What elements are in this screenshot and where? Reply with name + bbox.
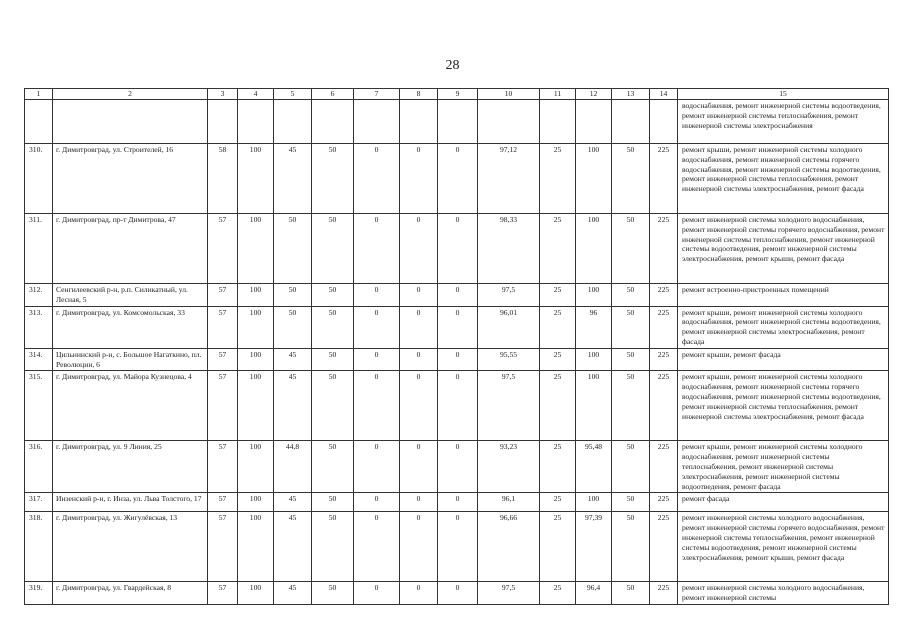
address-cell: Инзенский р-н, г. Инза, ул. Льва Толстого, 17 bbox=[53, 493, 208, 512]
value-cell: 0 bbox=[400, 214, 438, 284]
row-index-cell bbox=[25, 100, 53, 144]
value-cell: 25 bbox=[540, 371, 576, 441]
value-cell bbox=[354, 100, 400, 144]
column-number-cell: 15 bbox=[678, 89, 889, 100]
value-cell: 57 bbox=[208, 512, 238, 582]
value-cell bbox=[208, 100, 238, 144]
value-cell: 225 bbox=[650, 371, 678, 441]
works-list-cell: ремонт инженерной системы холодного водоснабжения, ремонт инженерной системы горячего водоснабжения, ремонт инженерной системы теплоснабжения, ремонт инженерной системы водоотведения, ремонт инженерной системы электроснабжения, ремонт крыши, ремонт фасада bbox=[678, 214, 889, 284]
value-cell: 0 bbox=[438, 371, 478, 441]
column-number-cell: 5 bbox=[274, 89, 312, 100]
value-cell: 58 bbox=[208, 144, 238, 214]
value-cell: 0 bbox=[400, 512, 438, 582]
value-cell: 0 bbox=[354, 284, 400, 307]
value-cell: 50 bbox=[612, 441, 650, 493]
column-number-cell: 7 bbox=[354, 89, 400, 100]
value-cell: 96,66 bbox=[478, 512, 540, 582]
address-cell: г. Димитровград, ул. Майора Кузнецова, 4 bbox=[53, 371, 208, 441]
value-cell: 93,23 bbox=[478, 441, 540, 493]
value-cell: 50 bbox=[312, 512, 354, 582]
value-cell bbox=[438, 100, 478, 144]
value-cell: 96,4 bbox=[576, 582, 612, 605]
value-cell: 45 bbox=[274, 371, 312, 441]
value-cell bbox=[274, 100, 312, 144]
value-cell: 100 bbox=[238, 512, 274, 582]
value-cell: 25 bbox=[540, 441, 576, 493]
value-cell: 0 bbox=[400, 144, 438, 214]
value-cell: 225 bbox=[650, 441, 678, 493]
value-cell: 100 bbox=[576, 348, 612, 371]
value-cell: 44,8 bbox=[274, 441, 312, 493]
value-cell: 225 bbox=[650, 214, 678, 284]
value-cell: 25 bbox=[540, 582, 576, 605]
row-index-cell: 317. bbox=[25, 493, 53, 512]
table-row bbox=[25, 100, 889, 144]
value-cell: 225 bbox=[650, 284, 678, 307]
value-cell: 96,01 bbox=[478, 306, 540, 348]
value-cell: 100 bbox=[238, 348, 274, 371]
value-cell: 57 bbox=[208, 348, 238, 371]
value-cell: 100 bbox=[238, 214, 274, 284]
column-number-cell: 1 bbox=[25, 89, 53, 100]
value-cell: 25 bbox=[540, 306, 576, 348]
value-cell: 100 bbox=[576, 493, 612, 512]
column-number-cell: 9 bbox=[438, 89, 478, 100]
value-cell: 0 bbox=[438, 441, 478, 493]
value-cell: 0 bbox=[438, 348, 478, 371]
value-cell: 45 bbox=[274, 144, 312, 214]
value-cell bbox=[312, 100, 354, 144]
value-cell: 0 bbox=[354, 582, 400, 605]
value-cell: 97,5 bbox=[478, 284, 540, 307]
column-number-cell: 2 bbox=[53, 89, 208, 100]
table-row bbox=[25, 306, 889, 348]
value-cell bbox=[400, 100, 438, 144]
address-cell: г. Димитровград, пр-т Димитрова, 47 bbox=[53, 214, 208, 284]
value-cell: 0 bbox=[400, 284, 438, 307]
value-cell: 0 bbox=[400, 441, 438, 493]
value-cell bbox=[540, 100, 576, 144]
value-cell: 0 bbox=[400, 493, 438, 512]
value-cell: 50 bbox=[612, 284, 650, 307]
row-index-cell: 316. bbox=[25, 441, 53, 493]
address-cell: г. Димитровград, ул. Комсомольская, 33 bbox=[53, 306, 208, 348]
value-cell: 225 bbox=[650, 582, 678, 605]
table-row bbox=[25, 144, 889, 214]
value-cell: 100 bbox=[238, 371, 274, 441]
value-cell: 0 bbox=[400, 371, 438, 441]
table-row bbox=[25, 512, 889, 582]
table-row bbox=[25, 371, 889, 441]
value-cell: 50 bbox=[612, 306, 650, 348]
value-cell: 0 bbox=[400, 582, 438, 605]
value-cell: 97,5 bbox=[478, 582, 540, 605]
value-cell: 50 bbox=[312, 284, 354, 307]
value-cell: 50 bbox=[612, 512, 650, 582]
value-cell: 100 bbox=[576, 144, 612, 214]
value-cell: 0 bbox=[438, 306, 478, 348]
value-cell: 50 bbox=[274, 284, 312, 307]
value-cell: 57 bbox=[208, 582, 238, 605]
value-cell: 100 bbox=[238, 144, 274, 214]
value-cell: 45 bbox=[274, 348, 312, 371]
value-cell: 0 bbox=[438, 144, 478, 214]
value-cell: 57 bbox=[208, 284, 238, 307]
value-cell: 0 bbox=[354, 214, 400, 284]
works-list-cell: ремонт встроенно-пристроенных помещений bbox=[678, 284, 889, 307]
column-number-row bbox=[25, 89, 889, 100]
column-number-cell: 8 bbox=[400, 89, 438, 100]
value-cell bbox=[576, 100, 612, 144]
value-cell: 50 bbox=[312, 144, 354, 214]
value-cell: 95,48 bbox=[576, 441, 612, 493]
row-index-cell: 311. bbox=[25, 214, 53, 284]
value-cell: 25 bbox=[540, 214, 576, 284]
value-cell: 0 bbox=[400, 348, 438, 371]
value-cell: 225 bbox=[650, 306, 678, 348]
works-list-cell: ремонт крыши, ремонт инженерной системы холодного водоснабжения, ремонт инженерной системы горячего водоснабжения, ремонт инженерной системы водоотведения, ремонт инженерной системы теплоснабжения, ремонт инженерной системы электроснабжения, ремонт фасада bbox=[678, 371, 889, 441]
value-cell: 0 bbox=[438, 493, 478, 512]
value-cell: 57 bbox=[208, 371, 238, 441]
works-list-cell: ремонт крыши, ремонт инженерной системы холодного водоснабжения, ремонт инженерной системы теплоснабжения, ремонт инженерной системы электроснабжения, ремонт инженерной системы водоотведения, ремонт фасада bbox=[678, 441, 889, 493]
value-cell: 25 bbox=[540, 512, 576, 582]
value-cell: 225 bbox=[650, 348, 678, 371]
row-index-cell: 315. bbox=[25, 371, 53, 441]
value-cell: 97,39 bbox=[576, 512, 612, 582]
column-number-cell: 13 bbox=[612, 89, 650, 100]
value-cell: 50 bbox=[312, 371, 354, 441]
table-row bbox=[25, 582, 889, 605]
value-cell: 50 bbox=[312, 348, 354, 371]
value-cell: 50 bbox=[612, 214, 650, 284]
value-cell: 45 bbox=[274, 582, 312, 605]
column-number-cell: 6 bbox=[312, 89, 354, 100]
value-cell: 100 bbox=[238, 441, 274, 493]
value-cell: 50 bbox=[612, 144, 650, 214]
value-cell: 50 bbox=[274, 214, 312, 284]
value-cell: 97,5 bbox=[478, 371, 540, 441]
value-cell: 50 bbox=[274, 306, 312, 348]
value-cell: 0 bbox=[354, 493, 400, 512]
page-number: 28 bbox=[445, 58, 460, 73]
table-row bbox=[25, 284, 889, 307]
buildings-table bbox=[24, 88, 889, 605]
value-cell: 0 bbox=[438, 284, 478, 307]
address-cell bbox=[53, 100, 208, 144]
value-cell: 100 bbox=[576, 371, 612, 441]
works-list-cell: ремонт крыши, ремонт инженерной системы холодного водоснабжения, ремонт инженерной системы водоотведения, ремонт инженерной системы электроснабжения, ремонт фасада bbox=[678, 306, 889, 348]
value-cell: 96,1 bbox=[478, 493, 540, 512]
value-cell: 0 bbox=[400, 306, 438, 348]
value-cell: 225 bbox=[650, 512, 678, 582]
value-cell: 50 bbox=[612, 493, 650, 512]
value-cell: 50 bbox=[612, 348, 650, 371]
table-row bbox=[25, 214, 889, 284]
address-cell: Цильнинский р-н, с. Большое Нагаткино, пл. Революции, 6 bbox=[53, 348, 208, 371]
value-cell: 57 bbox=[208, 306, 238, 348]
value-cell: 100 bbox=[576, 214, 612, 284]
value-cell: 50 bbox=[312, 441, 354, 493]
value-cell: 57 bbox=[208, 493, 238, 512]
column-number-cell: 11 bbox=[540, 89, 576, 100]
value-cell: 0 bbox=[354, 512, 400, 582]
value-cell: 0 bbox=[354, 306, 400, 348]
value-cell: 50 bbox=[312, 214, 354, 284]
works-list-cell: ремонт крыши, ремонт инженерной системы холодного водоснабжения, ремонт инженерной системы горячего водоснабжения, ремонт инженерной системы водоотведения, ремонт инженерной системы теплоснабжения, ремонт инженерной системы электроснабжения, ремонт фасада bbox=[678, 144, 889, 214]
row-index-cell: 319. bbox=[25, 582, 53, 605]
table-row bbox=[25, 493, 889, 512]
column-number-cell: 12 bbox=[576, 89, 612, 100]
works-list-cell: ремонт крыши, ремонт фасада bbox=[678, 348, 889, 371]
value-cell bbox=[612, 100, 650, 144]
value-cell: 97,12 bbox=[478, 144, 540, 214]
value-cell: 100 bbox=[576, 284, 612, 307]
value-cell: 50 bbox=[612, 582, 650, 605]
column-number-cell: 10 bbox=[478, 89, 540, 100]
value-cell: 25 bbox=[540, 284, 576, 307]
address-cell: г. Димитровград, ул. Жигулёвская, 13 bbox=[53, 512, 208, 582]
value-cell: 0 bbox=[354, 348, 400, 371]
value-cell bbox=[478, 100, 540, 144]
address-cell: г. Димитровград, ул. 9 Линия, 25 bbox=[53, 441, 208, 493]
value-cell: 50 bbox=[612, 371, 650, 441]
row-index-cell: 312. bbox=[25, 284, 53, 307]
value-cell: 100 bbox=[238, 284, 274, 307]
address-cell: г. Димитровград, ул. Строителей, 16 bbox=[53, 144, 208, 214]
value-cell: 98,33 bbox=[478, 214, 540, 284]
works-list-cell: ремонт инженерной системы холодного водоснабжения, ремонт инженерной системы bbox=[678, 582, 889, 605]
value-cell: 95,55 bbox=[478, 348, 540, 371]
value-cell: 50 bbox=[312, 306, 354, 348]
table-row bbox=[25, 348, 889, 371]
row-index-cell: 314. bbox=[25, 348, 53, 371]
value-cell: 100 bbox=[238, 493, 274, 512]
value-cell: 0 bbox=[438, 214, 478, 284]
row-index-cell: 318. bbox=[25, 512, 53, 582]
value-cell: 45 bbox=[274, 512, 312, 582]
value-cell: 0 bbox=[354, 371, 400, 441]
value-cell: 0 bbox=[438, 512, 478, 582]
value-cell: 25 bbox=[540, 493, 576, 512]
value-cell: 225 bbox=[650, 493, 678, 512]
value-cell: 100 bbox=[238, 306, 274, 348]
address-cell: Сенгилеевский р-н, р.п. Силикатный, ул. Лесная, 5 bbox=[53, 284, 208, 307]
table-row bbox=[25, 441, 889, 493]
column-number-cell: 4 bbox=[238, 89, 274, 100]
column-number-cell: 14 bbox=[650, 89, 678, 100]
value-cell: 0 bbox=[438, 582, 478, 605]
value-cell: 25 bbox=[540, 144, 576, 214]
value-cell bbox=[650, 100, 678, 144]
works-list-cell: водоснабжения, ремонт инженерной системы водоотведения, ремонт инженерной системы теплоснабжения, ремонт инженерной системы электроснабжения bbox=[678, 100, 889, 144]
value-cell: 57 bbox=[208, 441, 238, 493]
row-index-cell: 310. bbox=[25, 144, 53, 214]
value-cell bbox=[238, 100, 274, 144]
value-cell: 45 bbox=[274, 493, 312, 512]
address-cell: г. Димитровград, ул. Гвардейская, 8 bbox=[53, 582, 208, 605]
value-cell: 57 bbox=[208, 214, 238, 284]
value-cell: 100 bbox=[238, 582, 274, 605]
works-list-cell: ремонт фасада bbox=[678, 493, 889, 512]
value-cell: 25 bbox=[540, 348, 576, 371]
works-list-cell: ремонт инженерной системы холодного водоснабжения, ремонт инженерной системы горячего водоснабжения, ремонт инженерной системы теплоснабжения, ремонт инженерной системы водоотведения, ремонт инженерной системы электроснабжения, ремонт крыши, ремонт фасада bbox=[678, 512, 889, 582]
value-cell: 225 bbox=[650, 144, 678, 214]
value-cell: 0 bbox=[354, 144, 400, 214]
value-cell: 96 bbox=[576, 306, 612, 348]
value-cell: 50 bbox=[312, 493, 354, 512]
value-cell: 50 bbox=[312, 582, 354, 605]
column-number-cell: 3 bbox=[208, 89, 238, 100]
row-index-cell: 313. bbox=[25, 306, 53, 348]
value-cell: 0 bbox=[354, 441, 400, 493]
